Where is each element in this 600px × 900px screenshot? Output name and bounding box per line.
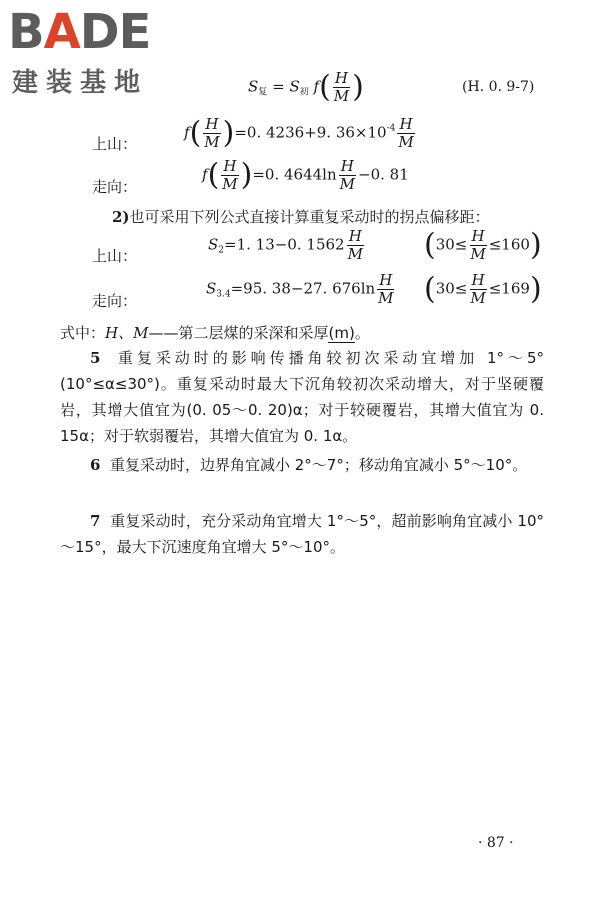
equation-h097: $S_复 = S_初$ f( $\frac{H}{M}$ ) (248, 69, 364, 105)
item-2-text: 2)也可采用下列公式直接计算重复采动时的拐点偏移距： (112, 208, 490, 226)
strike-s-label: 走向： (92, 292, 138, 310)
equation-tag: (H. 0. 9-7) (462, 79, 535, 95)
equation-strike-s34: $S_{3.4}=95$. 38−27. 676ln $\frac{H}{M}$ (206, 271, 394, 307)
equation-strike-f: f( $\frac{H}{M}$ )=0. 4644ln $\frac{H}{M}$ −0. 81 (202, 157, 409, 193)
logo-wordmark: BADE (8, 4, 151, 60)
range-strike: (30≤ $\frac{H}{M}$ ≤169) (424, 271, 542, 307)
paragraph-7: 7 重复采动时，充分采动角宜增大 1°～5°，超前影响角宜减小 10°～15°，最大下沉速度角宜增大 5°～10°。 (60, 512, 544, 556)
logo-chinese-text: 建装基地 (12, 68, 149, 98)
where-clause: 式中：H、M——第二层煤的采深和采厚(m)。 (60, 324, 370, 342)
page-number: · 87 · (478, 835, 514, 851)
uphill-label: 上山： (92, 135, 138, 153)
equation-uphill-f: f( $\frac{H}{M}$ )=0. 4236+9. $36\times 10^{-4}$ $\frac{H}{M}$ (184, 115, 414, 151)
range-uphill: (30≤ $\frac{H}{M}$ ≤160) (424, 227, 542, 263)
uphill-s-label: 上山： (92, 247, 138, 265)
paragraph-6: 6 重复采动时，边界角宜减小 2°～7°；移动角宜减小 5°～10°。 (90, 456, 528, 474)
equation-uphill-s2: $S_2=1$. 13−0. 1562 $\frac{H}{M}$ (208, 227, 363, 263)
strike-label: 走向： (92, 178, 138, 196)
paragraph-5: 5 重复采动时的影响传播角较初次采动宜增加 1°～5°(10°≤α≤30°)。重复采动时最大下沉角较初次采动增大，对于坚硬覆岩，其增大值宜为(0. 05～0. 20)α；对于较硬覆岩，其增大值宜为 0. 15α；对于软弱覆岩，其增大值宜为 0. 1α。 (60, 349, 544, 445)
